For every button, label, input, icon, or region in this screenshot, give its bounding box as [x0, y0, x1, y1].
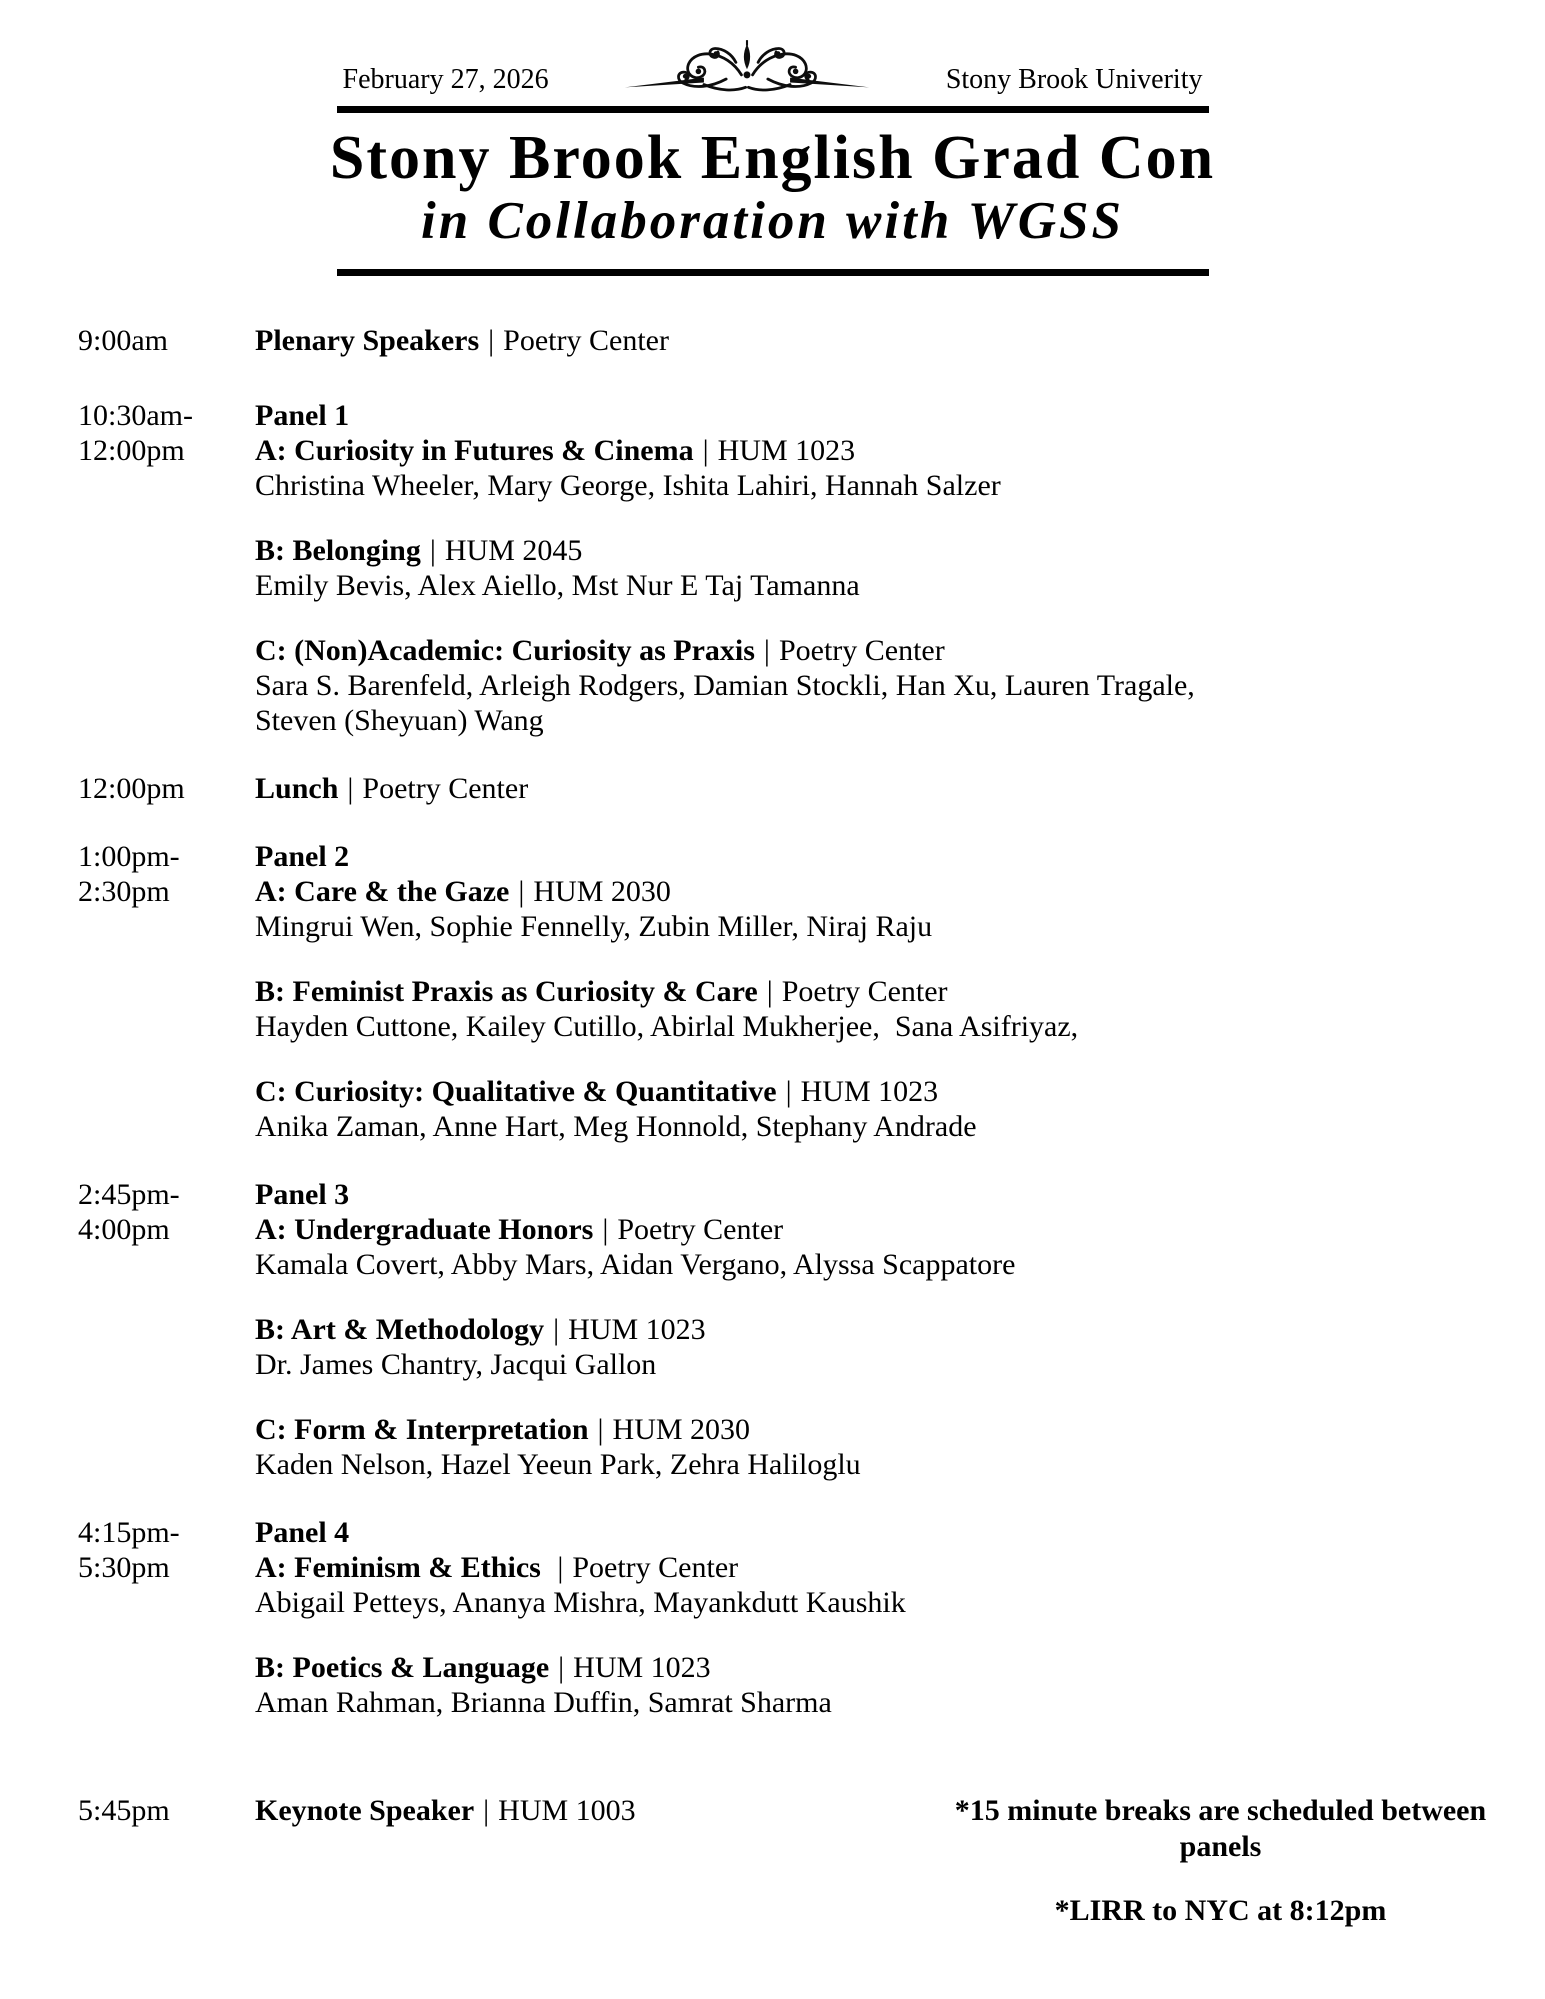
session-location: Poetry Center: [617, 1213, 784, 1246]
session-location: HUM 1023: [573, 1651, 711, 1684]
session-location: HUM 1023: [717, 434, 856, 467]
speaker-line: Abigail Petteys, Ananya Mishra, Mayankdutt Kaushik: [255, 1586, 906, 1619]
footnotes: [948, 1793, 1493, 1929]
session-separator: |: [602, 1213, 609, 1246]
schedule-block: [78, 323, 1505, 358]
session-heading: [255, 1550, 1505, 1585]
time-label: 12:00pm: [78, 772, 185, 805]
session-separator: |: [558, 1651, 565, 1684]
schedule-block: [78, 1177, 1505, 1482]
time-column: [78, 1177, 255, 1247]
session-heading: [255, 1212, 1505, 1247]
session-title: B: Belonging: [255, 534, 421, 567]
session: [255, 1650, 1505, 1720]
session-title: A: Undergraduate Honors: [255, 1213, 594, 1246]
time-label: 4:00pm: [78, 1213, 170, 1246]
session-separator: |: [483, 1794, 490, 1827]
session-speakers: [255, 668, 1505, 738]
session-location: Poetry Center: [778, 634, 945, 667]
content-column: [255, 839, 1505, 1144]
session-separator: |: [763, 634, 770, 667]
session-speakers: [255, 909, 1505, 944]
session-speakers: [255, 1247, 1505, 1282]
session-title: A: Care & the Gaze: [255, 875, 510, 908]
time-label: 1:00pm-: [78, 840, 180, 873]
time-column: [78, 398, 255, 468]
speaker-line: Mingrui Wen, Sophie Fennelly, Zubin Miller, Niraj Raju: [255, 910, 933, 943]
session-location: HUM 1023: [568, 1313, 706, 1346]
masthead-row: [337, 38, 1209, 106]
session-speakers: [255, 1347, 1505, 1382]
schedule-block: [78, 839, 1505, 1144]
session-heading: [255, 1312, 1505, 1347]
session-heading: [255, 433, 1505, 468]
content-column: [255, 771, 1505, 806]
schedule: [0, 323, 1545, 1929]
session: [255, 433, 1505, 503]
session-separator: |: [518, 875, 525, 908]
schedule-block: [78, 398, 1505, 738]
session-separator: |: [347, 772, 354, 805]
session-separator: |: [597, 1413, 604, 1446]
session: [255, 323, 1505, 358]
time-label: 5:30pm: [78, 1551, 170, 1584]
session-heading: [255, 771, 1505, 806]
content-column: [255, 1177, 1505, 1482]
time-label: 5:45pm: [78, 1794, 170, 1827]
speaker-line: Hayden Cuttone, Kailey Cutillo, Abirlal Mukherjee, Sana Asifriyaz,: [255, 1010, 1079, 1043]
session-separator: |: [429, 534, 436, 567]
session-title: Plenary Speakers: [255, 324, 480, 357]
speaker-line: Kaden Nelson, Hazel Yeeun Park, Zehra Haliloglu: [255, 1448, 861, 1481]
time-column: [78, 323, 255, 358]
footer-row: [78, 1793, 1505, 1929]
session-heading: [255, 1650, 1505, 1685]
session-title: Keynote Speaker: [255, 1794, 475, 1827]
session-heading: [255, 1412, 1505, 1447]
session-location: HUM 2030: [533, 875, 671, 908]
session-speakers: [255, 1447, 1505, 1482]
session-title: B: Art & Methodology: [255, 1313, 545, 1346]
session-title: A: Feminism & Ethics: [255, 1551, 549, 1584]
session: [255, 974, 1505, 1044]
session-title: C: Curiosity: Qualitative & Quantitative: [255, 1075, 777, 1108]
session-speakers: [255, 1009, 1505, 1044]
session-separator: |: [702, 434, 709, 467]
session-speakers: [255, 468, 1505, 503]
lirr-note: *LIRR to NYC at 8:12pm: [1054, 1894, 1387, 1927]
session-speakers: [255, 1109, 1505, 1144]
speaker-line: Sara S. Barenfeld, Arleigh Rodgers, Damian Stockli, Han Xu, Lauren Tragale,: [255, 669, 1195, 702]
time-label: 4:15pm-: [78, 1516, 180, 1549]
session-separator: |: [766, 975, 773, 1008]
session-location: Poetry Center: [503, 324, 669, 357]
event-date: February 27, 2026: [342, 64, 549, 96]
bottom-rule: [337, 269, 1209, 276]
panel-title: Panel 4: [255, 1516, 350, 1549]
session-heading: [255, 974, 1505, 1009]
time-column: [78, 1515, 255, 1585]
panel-title: Panel 3: [255, 1178, 350, 1211]
session-title: C: (Non)Academic: Curiosity as Praxis: [255, 634, 755, 667]
breaks-note: *15 minute breaks are scheduled between panels: [954, 1794, 1487, 1863]
speaker-line: Kamala Covert, Abby Mars, Aidan Vergano, Alyssa Scappatore: [255, 1248, 1016, 1281]
session-location: Poetry Center: [572, 1551, 739, 1584]
session: [255, 1412, 1505, 1482]
speaker-line: Emily Bevis, Alex Aiello, Mst Nur E Taj Tamanna: [255, 569, 860, 602]
content-column: [255, 1515, 1505, 1720]
session: [255, 533, 1505, 603]
session-location: Poetry Center: [362, 772, 529, 805]
session-separator: |: [553, 1313, 560, 1346]
speaker-line: Steven (Sheyuan) Wang: [255, 704, 544, 737]
session-separator: |: [488, 324, 495, 357]
speaker-line: Dr. James Chantry, Jacqui Gallon: [255, 1348, 657, 1381]
time-label: 2:30pm: [78, 875, 170, 908]
session: [255, 1550, 1505, 1620]
time-label: 9:00am: [78, 324, 168, 357]
flourish-divider-icon: [622, 38, 872, 102]
content-column: [255, 323, 1505, 358]
session-speakers: [255, 568, 1505, 603]
session-location: HUM 2030: [612, 1413, 751, 1446]
session: [255, 1074, 1505, 1144]
session-speakers: [255, 1585, 1505, 1620]
university-name: Stony Brook Univerity: [945, 64, 1203, 96]
session-heading: [255, 1074, 1505, 1109]
session-location: HUM 1023: [800, 1075, 939, 1108]
time-label: 10:30am-: [78, 399, 193, 432]
conference-title: Stony Brook English Grad Con: [329, 124, 1216, 192]
session: [255, 633, 1505, 738]
session-separator: |: [557, 1551, 564, 1584]
session: [255, 874, 1505, 944]
keynote-session: [255, 1793, 636, 1828]
conference-subtitle: in Collaboration with WGSS: [421, 192, 1124, 250]
time-label: 2:45pm-: [78, 1178, 180, 1211]
masthead-inner: [337, 38, 1209, 106]
session-heading: [255, 323, 1505, 358]
session: [255, 1312, 1505, 1382]
session: [255, 1212, 1505, 1282]
session-title: Lunch: [255, 772, 339, 805]
panel-title: Panel 2: [255, 840, 350, 873]
speaker-line: Aman Rahman, Brianna Duffin, Samrat Sharma: [255, 1686, 832, 1719]
panel-title: Panel 1: [255, 399, 350, 432]
session-speakers: [255, 1685, 1505, 1720]
session-title: A: Curiosity in Futures & Cinema: [255, 434, 694, 467]
time-column: [78, 1793, 255, 1828]
session-location: HUM 1003: [498, 1794, 636, 1827]
time-column: [78, 771, 255, 806]
time-column: [78, 839, 255, 909]
content-column: [255, 398, 1505, 738]
session-separator: |: [785, 1075, 792, 1108]
session-location: Poetry Center: [781, 975, 948, 1008]
session-heading: [255, 633, 1505, 668]
masthead: [0, 0, 1545, 276]
schedule-block: [78, 771, 1505, 806]
speaker-line: Christina Wheeler, Mary George, Ishita Lahiri, Hannah Salzer: [255, 469, 1001, 502]
session-heading: [255, 874, 1505, 909]
session-location: HUM 2045: [444, 534, 583, 567]
session-heading: [255, 533, 1505, 568]
schedule-block: [78, 1515, 1505, 1720]
session-title: C: Form & Interpretation: [255, 1413, 589, 1446]
session-title: B: Poetics & Language: [255, 1651, 550, 1684]
speaker-line: Anika Zaman, Anne Hart, Meg Honnold, Stephany Andrade: [255, 1110, 977, 1143]
session: [255, 771, 1505, 806]
time-label: 12:00pm: [78, 434, 185, 467]
top-rule: [337, 106, 1209, 113]
session-title: B: Feminist Praxis as Curiosity & Care: [255, 975, 758, 1008]
